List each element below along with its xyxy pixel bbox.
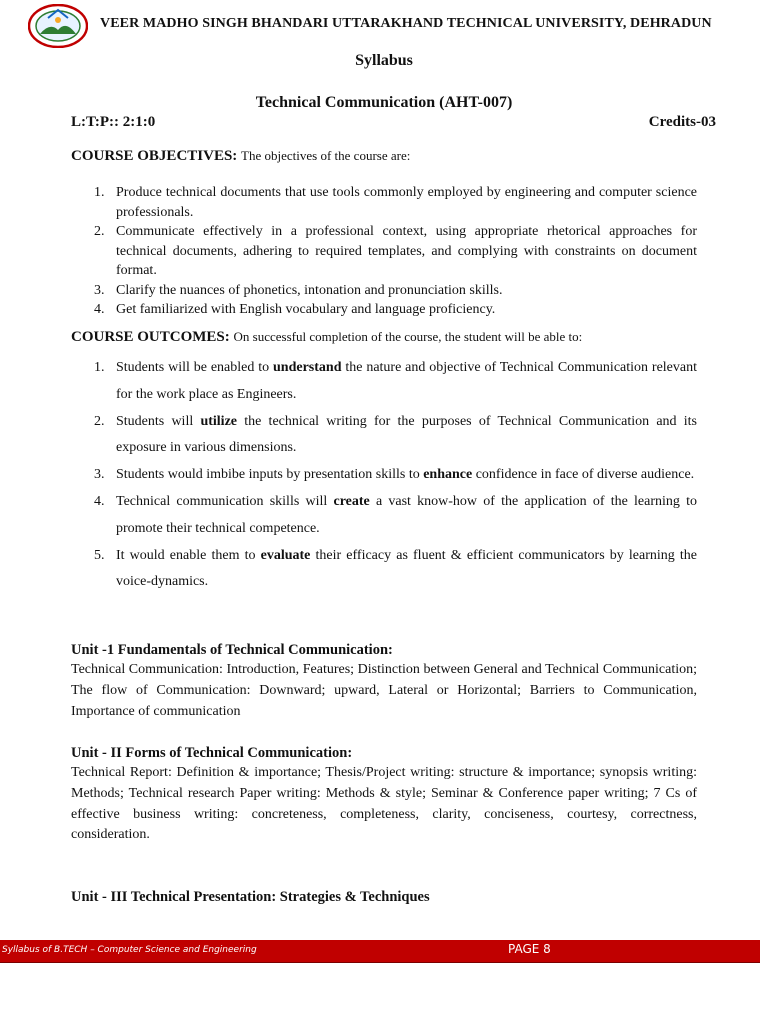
- unit-1-section: [71, 640, 697, 722]
- outcome-item: 1. Students will be enabled to understand the nature and objective of Technical Communication relevant for the work place as Engineers.: [94, 360, 697, 402]
- objective-item: 4. Get familiarized with English vocabulary and language proficiency.: [94, 302, 496, 317]
- course-outcomes-heading: [71, 329, 582, 346]
- outcomes-intro: On successful completion of the course, the student will be able to:: [233, 329, 583, 344]
- unit-heading: Unit - II Forms of Technical Communication:: [71, 745, 353, 761]
- objective-item: 2. Communicate effectively in a professional context, using appropriate rhetorical approaches for technical documents, adhering to required templates, and complying with constraints on document format.: [94, 224, 697, 278]
- objective-item: 1. Produce technical documents that use tools commonly employed by engineering and computer science professionals.: [94, 185, 697, 220]
- unit-body: Technical Communication: Introduction, Features; Distinction between General and Technical Communication; The flow of Communication: Downward; upward, Lateral or Horizontal; Barriers to Communication, Importance of communication: [71, 662, 697, 719]
- objectives-intro: The objectives of the course are:: [241, 148, 411, 163]
- unit-3-section: [71, 887, 697, 907]
- objectives-label: COURSE OBJECTIVES:: [71, 148, 238, 164]
- outcomes-label: COURSE OUTCOMES:: [71, 329, 230, 345]
- objectives-list: [94, 183, 697, 320]
- footer-program: Syllabus of B.TECH – Computer Science and Engineering: [2, 945, 257, 955]
- unit-body: Technical Report: Definition & importance; Thesis/Project writing: structure & importance; synopsis writing: Methods; Technical research Paper writing: Methods & style; Seminar & Conference paper writing; 7 Cs of effective business writing: concreteness, completeness, clarity, conciseness, courtesy, correctness, consideration.: [71, 765, 697, 843]
- unit-heading: Unit - III Technical Presentation: Strategies & Techniques: [71, 889, 430, 905]
- page-footer: [0, 940, 760, 963]
- university-name: VEER MADHO SINGH BHANDARI UTTARAKHAND TECHNICAL UNIVERSITY, DEHRADUN: [100, 16, 712, 31]
- unit-heading: Unit -1 Fundamentals of Technical Communication:: [71, 642, 393, 658]
- ltp-hours: L:T:P:: 2:1:0: [71, 114, 156, 130]
- outcome-item: 4. Technical communication skills will create a vast know-how of the application of the learning to promote their technical competence.: [94, 494, 697, 536]
- page-number: PAGE 8: [508, 942, 551, 956]
- outcome-item: 3. Students would imbibe inputs by presentation skills to enhance confidence in face of diverse audience.: [94, 467, 695, 482]
- objective-item: 3. Clarify the nuances of phonetics, intonation and pronunciation skills.: [94, 282, 503, 298]
- course-title: Technical Communication (AHT-007): [255, 94, 513, 111]
- outcomes-list: [94, 355, 698, 596]
- outcome-item: 2. Students will utilize the technical writing for the purposes of Technical Communication and its exposure in various dimensions.: [94, 413, 697, 455]
- outcome-item: 5. It would enable them to evaluate their efficacy as fluent & efficient communicators by learning the voice-dynamics.: [94, 547, 698, 589]
- credits: Credits-03: [648, 114, 716, 130]
- unit-2-section: [71, 743, 697, 846]
- university-logo: [28, 4, 88, 48]
- document-type: Syllabus: [355, 52, 413, 69]
- course-objectives-heading: [71, 148, 410, 165]
